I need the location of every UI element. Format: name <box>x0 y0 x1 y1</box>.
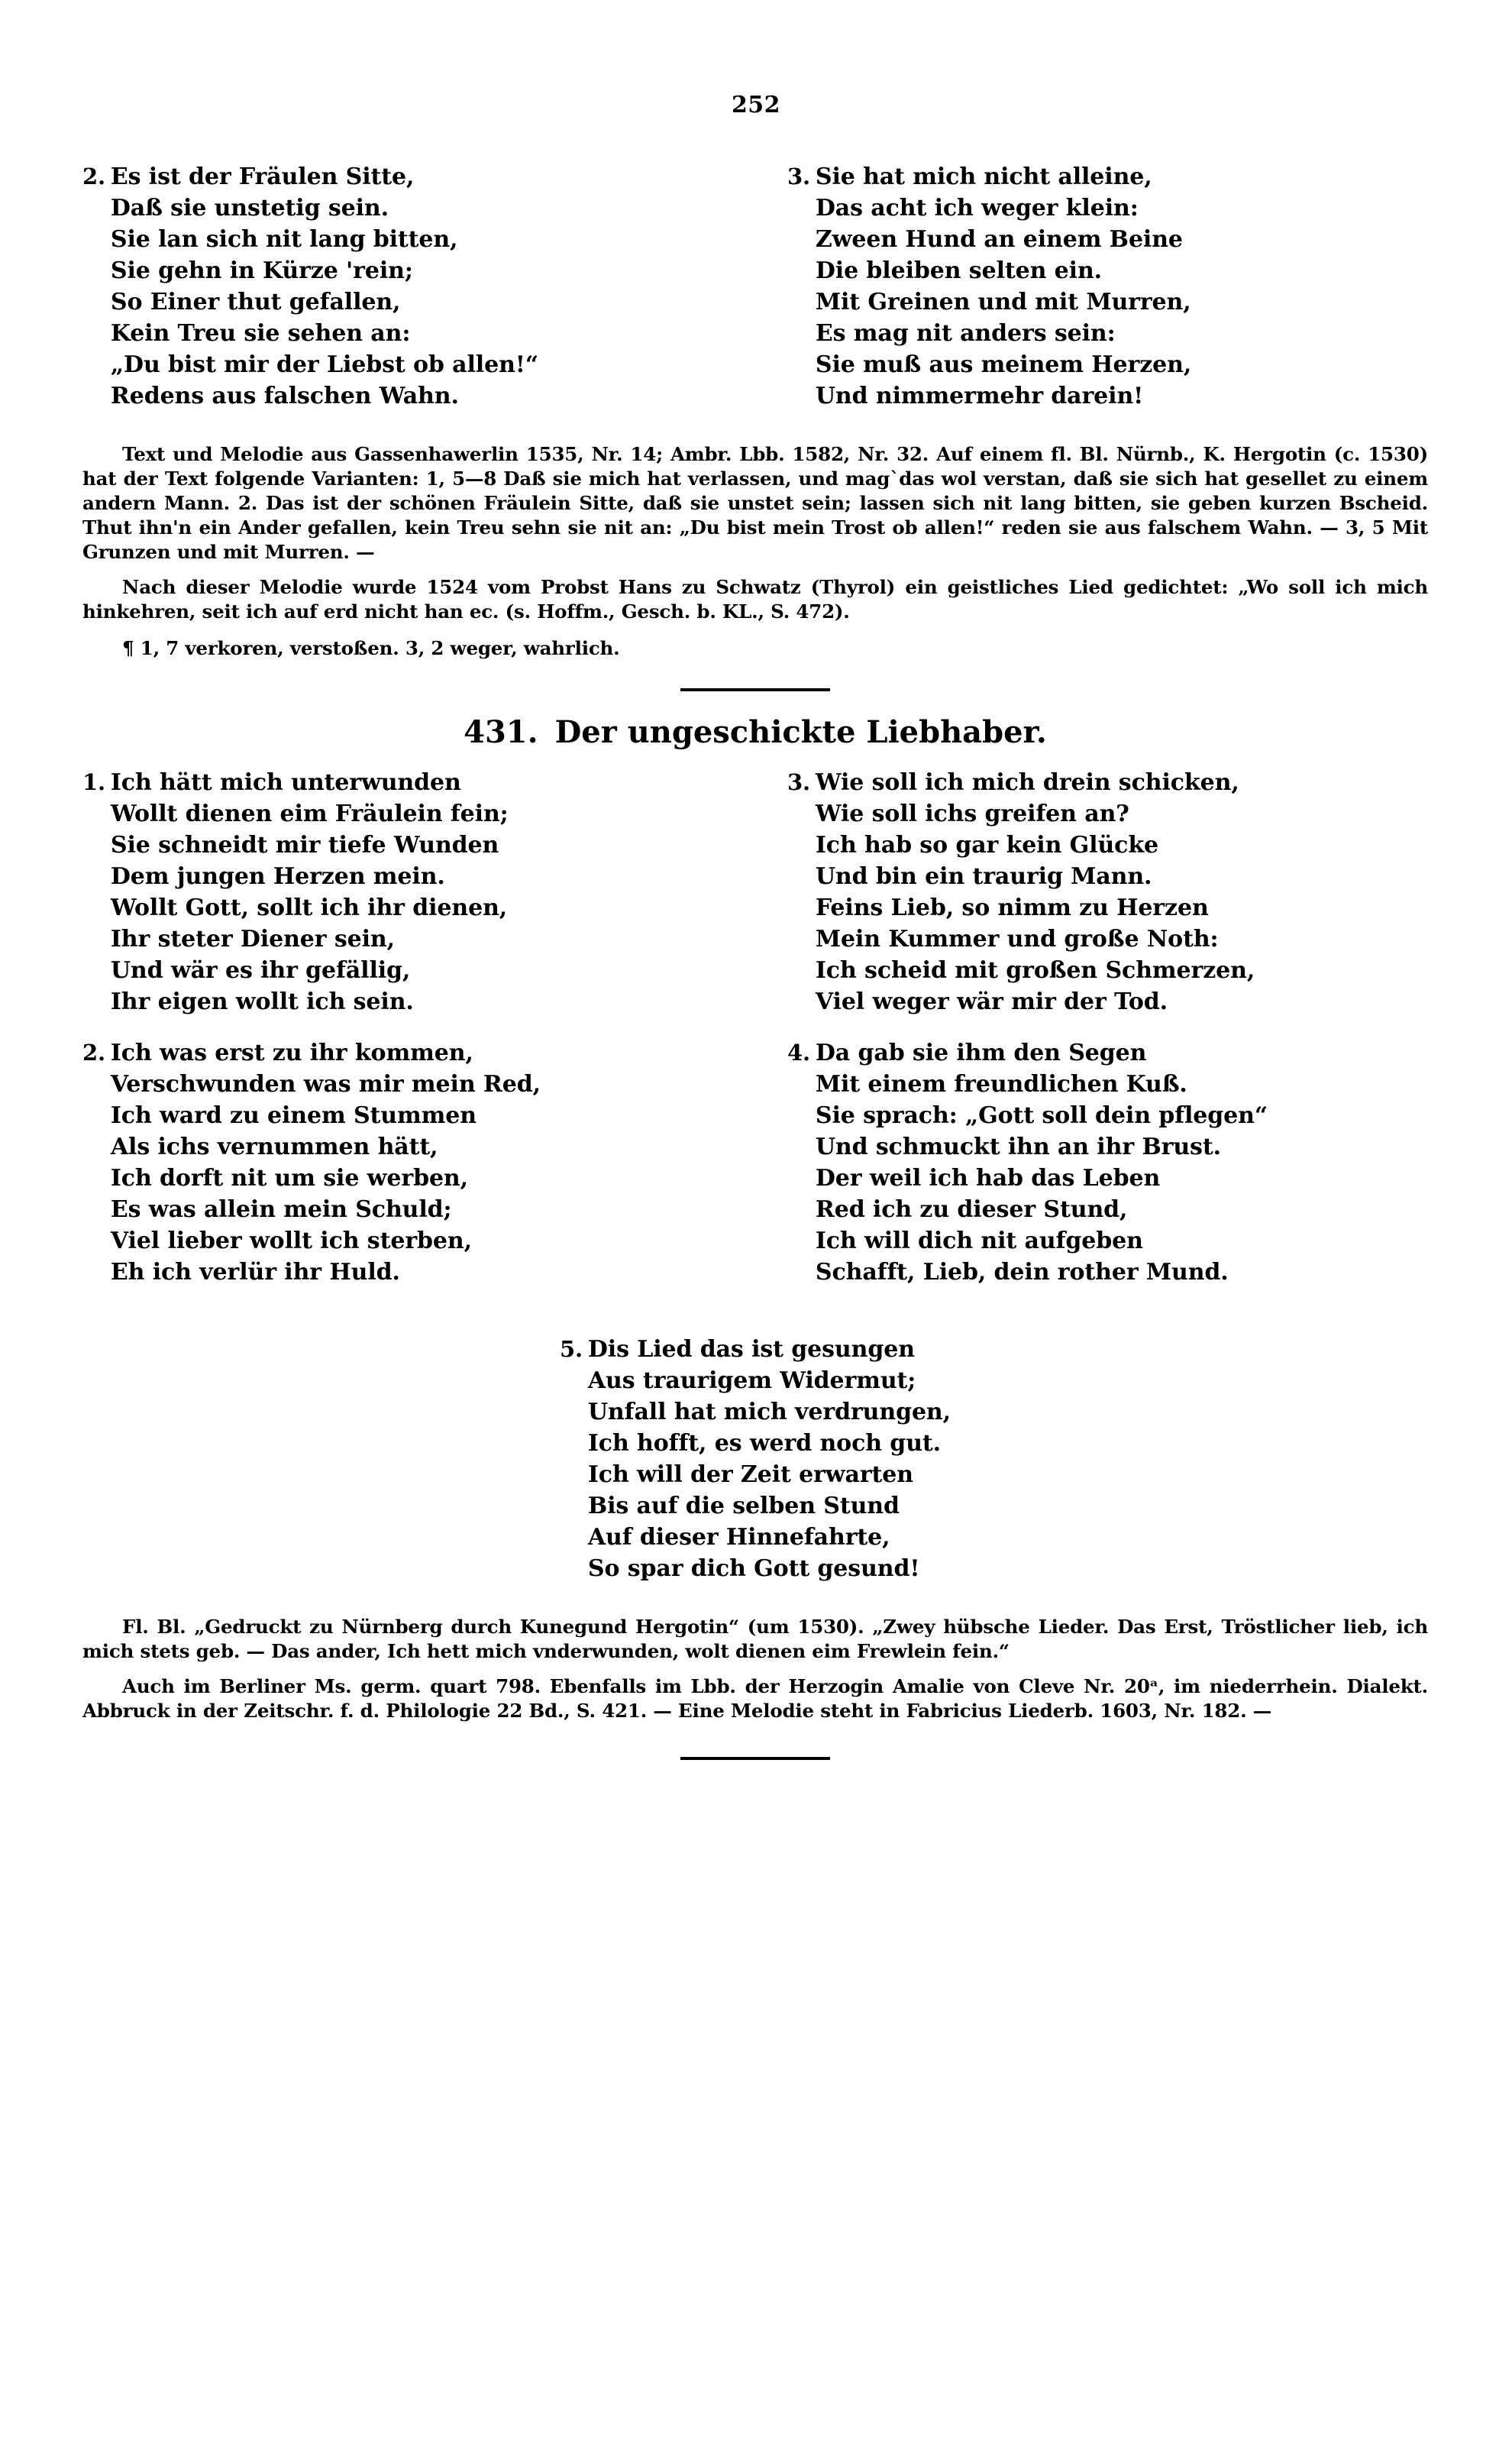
stanza-line: Das acht ich weger klein: <box>815 195 1139 222</box>
stanza-line: Ich hofft, es werd noch gut. <box>587 1430 942 1457</box>
stanza-number: 5. <box>560 1336 583 1362</box>
stanza-line: Verschwunden was mir mein Red, <box>110 1071 541 1098</box>
stanza-line: Ich scheid mit großen Schmerzen, <box>815 957 1255 984</box>
stanza <box>82 1037 755 1288</box>
stanza-lines <box>816 1037 1268 1288</box>
stanza-line: Der weil ich hab das Leben <box>815 1165 1161 1192</box>
stanza-number: 3. <box>787 769 810 795</box>
stanza-line: Sie sprach: „Gott soll dein pflegen“ <box>815 1102 1268 1129</box>
stanza-line: Sie lan sich nit lang bitten, <box>110 226 458 253</box>
top-song-variants: ¶ 1, 7 verkoren, verstoßen. 3, 2 weger, wahrlich. <box>122 637 620 659</box>
stanza-line: Viel weger wär mir der Tod. <box>815 988 1168 1015</box>
page-bottom-divider <box>680 1757 830 1760</box>
song-stanzas <box>82 767 1428 1308</box>
stanza-line: Und schmuckt ihn an ihr Brust. <box>815 1134 1221 1160</box>
stanza-line: „Du bist mir der Liebst ob allen!“ <box>110 351 539 378</box>
stanza-line: Sie muß aus meinem Herzen, <box>815 351 1192 378</box>
song-note-1: Fl. Bl. „Gedruckt zu Nürnberg durch Kunegund Hergotin“ (um 1530). „Zwey hübsche Lieder. Das Erst, Tröstlicher lieb, ich mich stets geb. — Das ander, Ich hett mich vnderwunden, wolt dienen eim Frewlein fein.“ <box>82 1616 1428 1662</box>
stanza-line: Als ichs vernummen hätt, <box>110 1134 438 1160</box>
stanza-line: Ich will dich nit aufgeben <box>815 1228 1143 1254</box>
stanza-number: 3. <box>787 163 810 189</box>
stanza-line: Ich hätt mich unterwunden <box>110 769 461 796</box>
stanza-number: 2. <box>82 1040 105 1066</box>
stanza-line: Sie hat mich nicht alleine, <box>815 163 1152 190</box>
stanza-line: Wie soll ich mich drein schicken, <box>815 769 1239 796</box>
stanza <box>787 767 1428 1017</box>
stanza-lines <box>588 1334 951 1584</box>
stanza-number: 4. <box>787 1040 810 1066</box>
song-note-2: Auch im Berliner Ms. germ. quart 798. Ebenfalls im Lbb. der Herzogin Amalie von Cleve Nr. 20ᵃ, im niederrhein. Dialekt. Abbruck in der Zeitschr. f. d. Philologie 22 Bd., S. 421. — Eine Melodie steht in Fabricius Liederb. 1603, Nr. 182. — <box>82 1675 1428 1722</box>
song-final-stanza <box>82 1334 1428 1584</box>
stanza-line: Wie soll ichs greifen an? <box>815 801 1129 827</box>
stanza-lines <box>111 161 538 412</box>
stanza-line: Bis auf die selben Stund <box>587 1493 900 1519</box>
stanza <box>82 767 755 1017</box>
stanza-line: Und nimmermehr darein! <box>815 383 1144 409</box>
stanza-line: Feins Lieb, so nimm zu Herzen <box>815 895 1209 921</box>
stanza-line: Die bleiben selten ein. <box>815 257 1103 284</box>
section-divider <box>680 688 830 691</box>
stanza-line: Ich will der Zeit erwarten <box>587 1461 914 1488</box>
stanza-line: Sie gehn in Kürze 'rein; <box>110 257 413 284</box>
stanza-line: So Einer thut gefallen, <box>110 289 401 315</box>
stanza <box>787 161 1428 412</box>
song-column-right <box>755 767 1428 1308</box>
stanza-line: Dis Lied das ist gesungen <box>587 1336 915 1363</box>
stanza-line: Ich hab so gar kein Glücke <box>815 832 1159 859</box>
stanza-line: Da gab sie ihm den Segen <box>815 1040 1147 1066</box>
stanza-line: Ich was erst zu ihr kommen, <box>110 1040 473 1066</box>
stanza-line: Dem jungen Herzen mein. <box>110 863 445 890</box>
stanza-line: Mit Greinen und mit Murren, <box>815 289 1191 315</box>
stanza-line: Auf dieser Hinnefahrte, <box>587 1524 890 1551</box>
stanza-line: Red ich zu dieser Stund, <box>815 1196 1128 1223</box>
stanza-line: Viel lieber wollt ich sterben, <box>110 1228 472 1254</box>
stanza-line: Kein Treu sie sehen an: <box>110 320 411 347</box>
page-number: 252 <box>731 92 781 118</box>
top-song-note-2: Nach dieser Melodie wurde 1524 vom Probst Hans zu Schwatz (Thyrol) ein geistliches Lied gedichtet: „Wo soll ich mich hinkehren, seit ich auf erd nicht han ec. (s. Hoffm., Gesch. b. KL., S. 472). <box>82 576 1428 623</box>
stanza-lines <box>111 767 509 1017</box>
stanza-lines <box>816 161 1191 412</box>
stanza-line: Wollt Gott, sollt ich ihr dienen, <box>110 895 508 921</box>
stanza <box>82 161 755 412</box>
stanza-line: Es ist der Fräulen Sitte, <box>110 163 415 190</box>
song-column-left <box>82 767 755 1308</box>
stanza-line: Ich dorft nit um sie werben, <box>110 1165 468 1192</box>
stanza-line: Mit einem freundlichen Kuß. <box>815 1071 1187 1098</box>
song-heading <box>82 714 1428 750</box>
stanza-line: Und wär es ihr gefällig, <box>110 957 411 984</box>
stanza-lines <box>816 767 1255 1017</box>
stanza-line: Unfall hat mich verdrungen, <box>587 1399 951 1425</box>
top-song-stanzas <box>82 161 1428 432</box>
stanza-line: Es mag nit anders sein: <box>815 320 1116 347</box>
stanza-line: Aus traurigem Widermut; <box>587 1367 916 1394</box>
stanza-line: Mein Kummer und große Noth: <box>815 926 1219 953</box>
top-song-column-right <box>755 161 1428 432</box>
stanza-line: Eh ich verlür ihr Huld. <box>110 1259 400 1286</box>
stanza-line: Es was allein mein Schuld; <box>110 1196 452 1223</box>
song-source-notes <box>82 1615 1428 1723</box>
stanza-line: Zween Hund an einem Beine <box>815 226 1183 253</box>
stanza-line: Daß sie unstetig sein. <box>110 195 389 222</box>
stanza-line: Redens aus falschen Wahn. <box>110 383 459 409</box>
stanza-line: Ich ward zu einem Stummen <box>110 1102 477 1129</box>
stanza-line: Schafft, Lieb, dein rother Mund. <box>815 1259 1229 1286</box>
stanza <box>787 1037 1428 1288</box>
stanza-number: 1. <box>82 769 105 795</box>
stanza-line: Und bin ein traurig Mann. <box>815 863 1152 890</box>
stanza-lines <box>111 1037 541 1288</box>
stanza-number: 2. <box>82 163 105 189</box>
stanza-line: Wollt dienen eim Fräulein fein; <box>110 801 509 827</box>
stanza-line: Ihr eigen wollt ich sein. <box>110 988 414 1015</box>
stanza <box>560 1334 951 1584</box>
song-number: 431. <box>464 714 538 750</box>
song-title: Der ungeschickte Liebhaber. <box>554 714 1047 750</box>
page-content <box>0 161 1512 1760</box>
stanza-line: Sie schneidt mir tiefe Wunden <box>110 832 499 859</box>
top-song-note-1: Text und Melodie aus Gassenhawerlin 1535, Nr. 14; Ambr. Lbb. 1582, Nr. 32. Auf einem fl. Bl. Nürnb., K. Hergotin (c. 1530) hat der Text folgende Varianten: 1, 5—8 Daß sie mich hat verlassen, und mag`das wol verstan, daß sie sich hat gesellet zu einem andern Mann. 2. Das ist der schönen Fräulein Sitte, daß sie unstet sein; lassen sich nit lang bitten, sie geben kurzen Bscheid. Thut ihn'n ein Ander gefallen, kein Treu sehn sie nit an: „Du bist mein Trost ob allen!“ reden sie aus falschem Wahn. — 3, 5 Mit Grunzen und mit Murren. — <box>82 443 1428 563</box>
top-song-column-left <box>82 161 755 432</box>
stanza-line: So spar dich Gott gesund! <box>587 1555 920 1582</box>
stanza-line: Ihr steter Diener sein, <box>110 926 395 953</box>
